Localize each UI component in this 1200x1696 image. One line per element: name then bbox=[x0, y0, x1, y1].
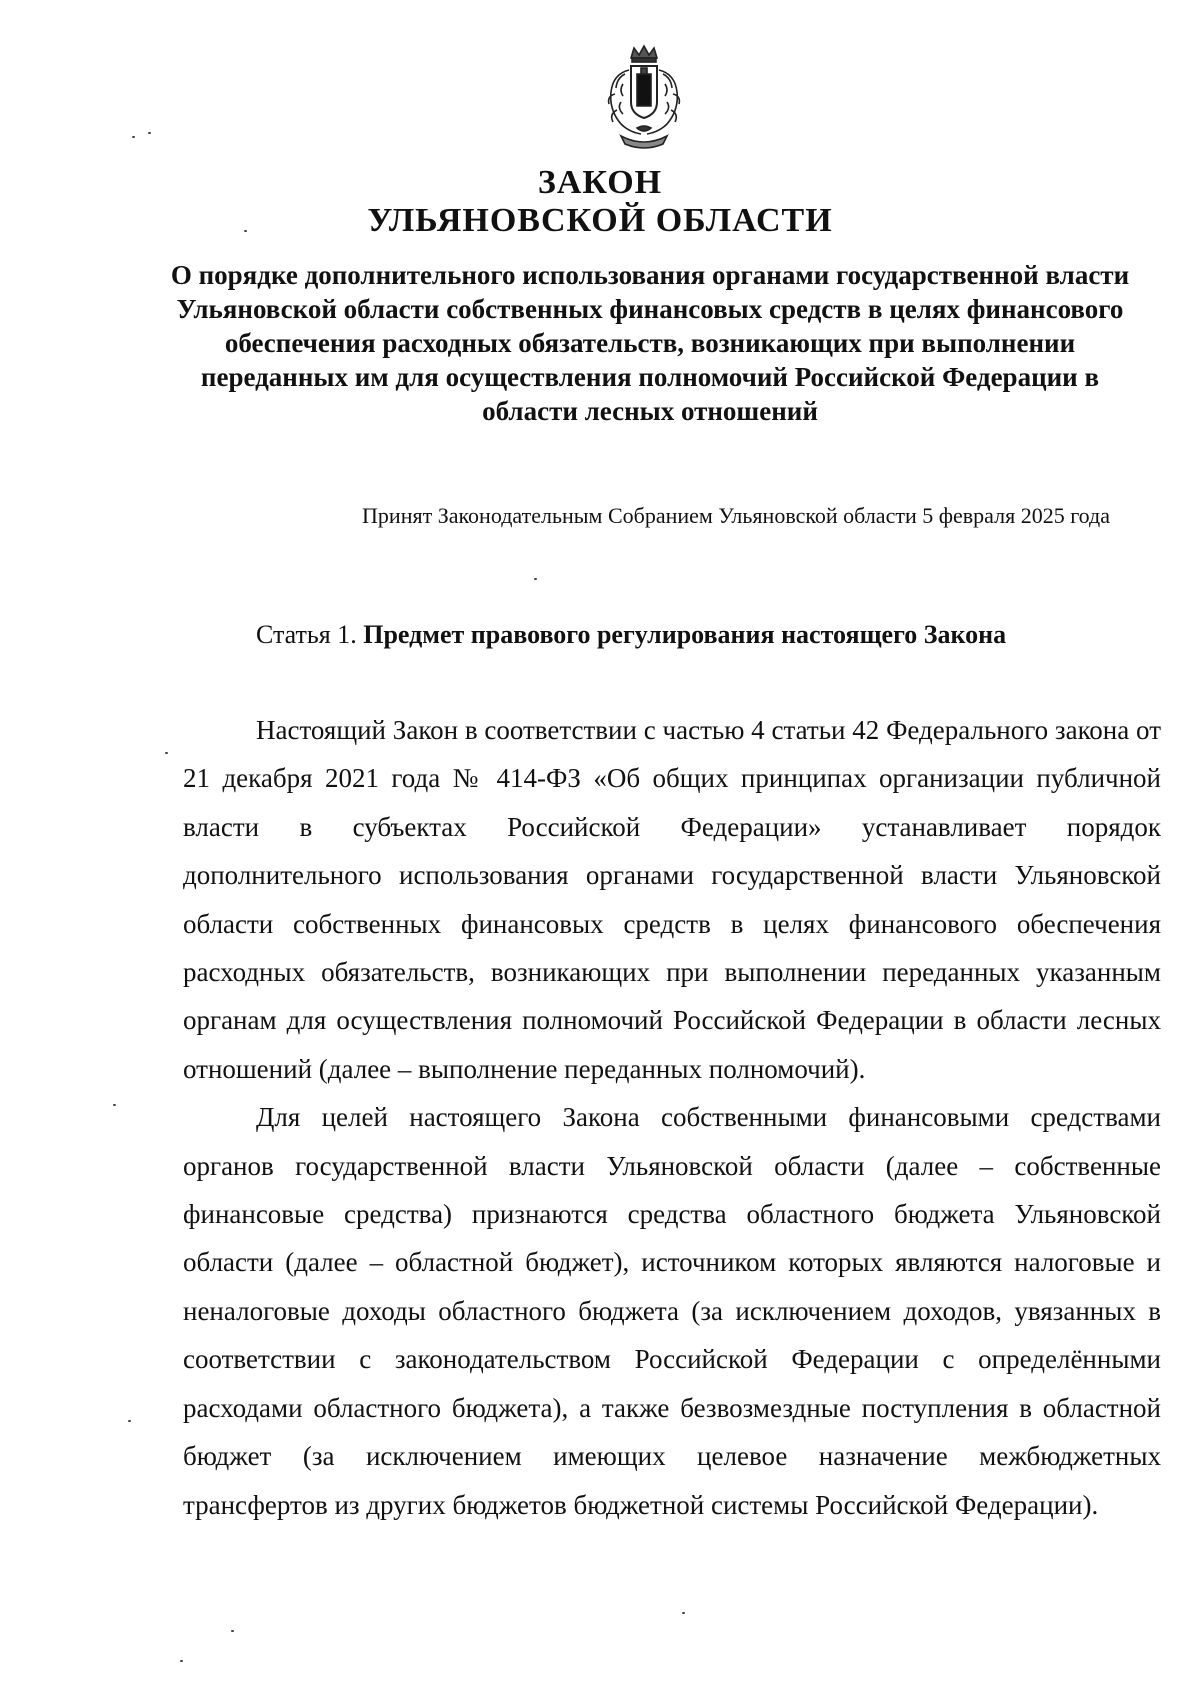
document-heading-region: УЛЬЯНОВСКОЙ ОБЛАСТИ bbox=[367, 202, 833, 239]
scan-speck bbox=[128, 1420, 131, 1422]
article-body bbox=[183, 706, 1161, 1529]
article-title: Предмет правового регулирования настоящего Закона bbox=[363, 620, 1007, 649]
scan-speck bbox=[132, 136, 135, 138]
coat-of-arms-icon bbox=[601, 44, 687, 152]
document-heading-law: ЗАКОН bbox=[537, 164, 663, 201]
scan-speck bbox=[682, 1612, 685, 1614]
scan-speck bbox=[148, 132, 151, 134]
scan-speck bbox=[165, 752, 168, 754]
adoption-line: Принят Законодательным Собранием Ульяновской области 5 февраля 2025 года bbox=[362, 503, 1110, 528]
scan-speck bbox=[534, 578, 537, 580]
paragraph: Для целей настоящего Закона собственными финансовыми средствами органов государственной власти Ульяновской области (далее – собственные финансовые средства) признаются средства областного бюджета Ульяновской области (далее – областной бюджет), источником которых являются налоговые и неналоговые доходы областного бюджета (за исключением доходов, увязанных в соответствии с законодательством Российской Федерации с определёнными расходами областного бюджета), а также безвозмездные поступления в областной бюджет (за исключением имеющих целевое назначение межбюджетных трансфертов из других бюджетов бюджетной системы Российской Федерации). bbox=[183, 1102, 1161, 1520]
scan-speck bbox=[231, 1630, 234, 1632]
law-title: О порядке дополнительного использования органами государственной власти Ульяновской области собственных финансовых средств в целях финансового обеспечения расходных обязательств, возникающих при выполнении переданных им для осуществления полномочий Российской Федерации в области лесных отношений bbox=[170, 260, 1130, 426]
article-heading bbox=[256, 620, 1006, 650]
article-number: Статья 1. bbox=[256, 620, 357, 649]
scan-speck bbox=[244, 230, 247, 232]
scan-speck bbox=[180, 1660, 183, 1662]
scan-speck bbox=[113, 1104, 116, 1106]
paragraph: Настоящий Закон в соответствии с частью 4 статьи 42 Федерального закона от 21 декабря 2021 года № 414-ФЗ «Об общих принципах организации публичной власти в субъектах Российской Федерации» устанавливает порядок дополнительного использования органами государственной власти Ульяновской области собственных финансовых средств в целях финансового обеспечения расходных обязательств, возникающих при выполнении переданных указанным органам для осуществления полномочий Российской Федерации в области лесных отношений (далее – выполнение переданных полномочий). bbox=[183, 715, 1161, 1084]
